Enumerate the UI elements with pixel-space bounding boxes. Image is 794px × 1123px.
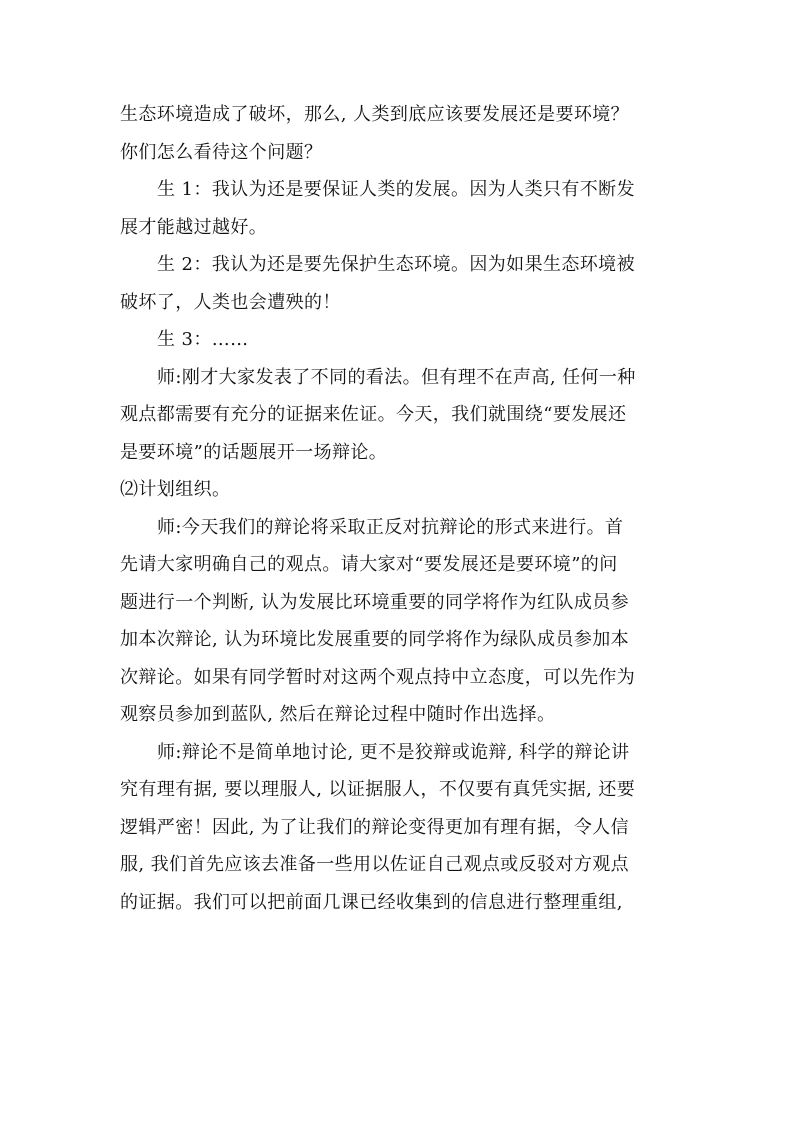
text-line: 服, 我们首先应该去准备一些用以佐证自己观点或反驳对方观点: [120, 854, 630, 875]
text-line: 生 3：……: [157, 329, 249, 350]
text-line: 生 2：我认为还是要先保护生态环境。因为如果生态环境被: [157, 254, 635, 275]
document-page: [120, 96, 678, 921]
text-line: 题进行一个判断, 认为发展比环境重要的同学将作为红队成员参: [120, 591, 630, 613]
text-line: 是要环境”的话题展开一场辩论。: [120, 441, 388, 463]
text-line: 你们怎么看待这个问题？: [120, 141, 323, 163]
text-line: 师:辩论不是简单地讨论, 更不是狡辩或诡辩, 科学的辩论讲: [157, 741, 630, 763]
text-line: 加本次辩论, 认为环境比发展重要的同学将作为绿队成员参加本: [120, 629, 630, 650]
text-line: 师:刚才大家发表了不同的看法。但有理不在声高, 任何一种: [157, 366, 636, 388]
text-line: 究有理有据, 要以理服人, 以证据服人，不仅要有真凭实据, 还要: [120, 779, 636, 800]
text-line: 破坏了，人类也会遭殃的！: [120, 291, 341, 313]
section-heading: ⑵计划组织。: [120, 479, 231, 500]
text-line: 先请大家明确自己的观点。请大家对“要发展还是要环境”的问: [120, 554, 618, 575]
text-line: 次辩论。如果有同学暂时对这两个观点持中立态度，可以先作为: [120, 666, 636, 688]
text-line: 逻辑严密！因此, 为了让我们的辩论变得更加有理有据，令人信: [120, 816, 630, 838]
text-line: 观察员参加到蓝队, 然后在辩论过程中随时作出选择。: [120, 704, 556, 725]
text-line: 展才能越过越好。: [120, 216, 268, 238]
text-line: 师:今天我们的辩论将采取正反对抗辩论的形式来进行。首: [157, 516, 624, 538]
text-line: 的证据。我们可以把前面几课已经收集到的信息进行整理重组,: [120, 891, 623, 913]
text-line: 观点都需要有充分的证据来佐证。今天，我们就围绕“要发展还: [120, 404, 627, 425]
text-line: 生态环境造成了破坏，那么, 人类到底应该要发展还是要环境？: [120, 104, 630, 125]
text-line: 生 1：我认为还是要保证人类的发展。因为人类只有不断发: [157, 179, 635, 200]
